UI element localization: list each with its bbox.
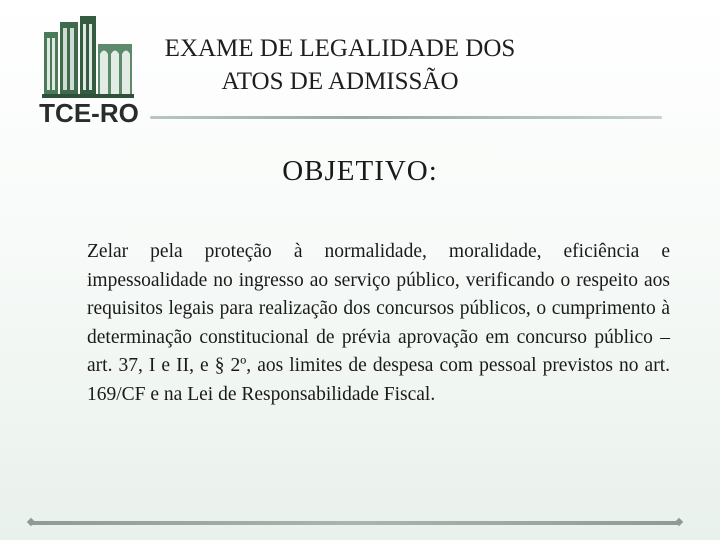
objective-paragraph: Zelar pela proteção à normalidade, moralidade, eficiência e impessoalidade no ingresso ao serviço público, verificando o respeito aos requisitos legais para realização dos concursos públicos, o cumprimento à determinação constitucional de prévia aprovação em concurso público – art. 37, I e II, e § 2º, aos limites de despesa com pessoal previstos no art. 169/CF e na Lei de Responsabilidade Fiscal.: [87, 241, 670, 405]
footer-divider: [30, 521, 680, 525]
tce-ro-logo: [36, 14, 142, 126]
title-divider: [150, 116, 662, 119]
page-title: EXAME DE LEGALIDADE DOS ATOS DE ADMISSÃO: [164, 35, 516, 95]
section-heading: OBJETIVO:: [282, 155, 438, 187]
logo-wordmark: TCE-RO: [39, 98, 139, 128]
building-logo-icon: [42, 14, 134, 98]
